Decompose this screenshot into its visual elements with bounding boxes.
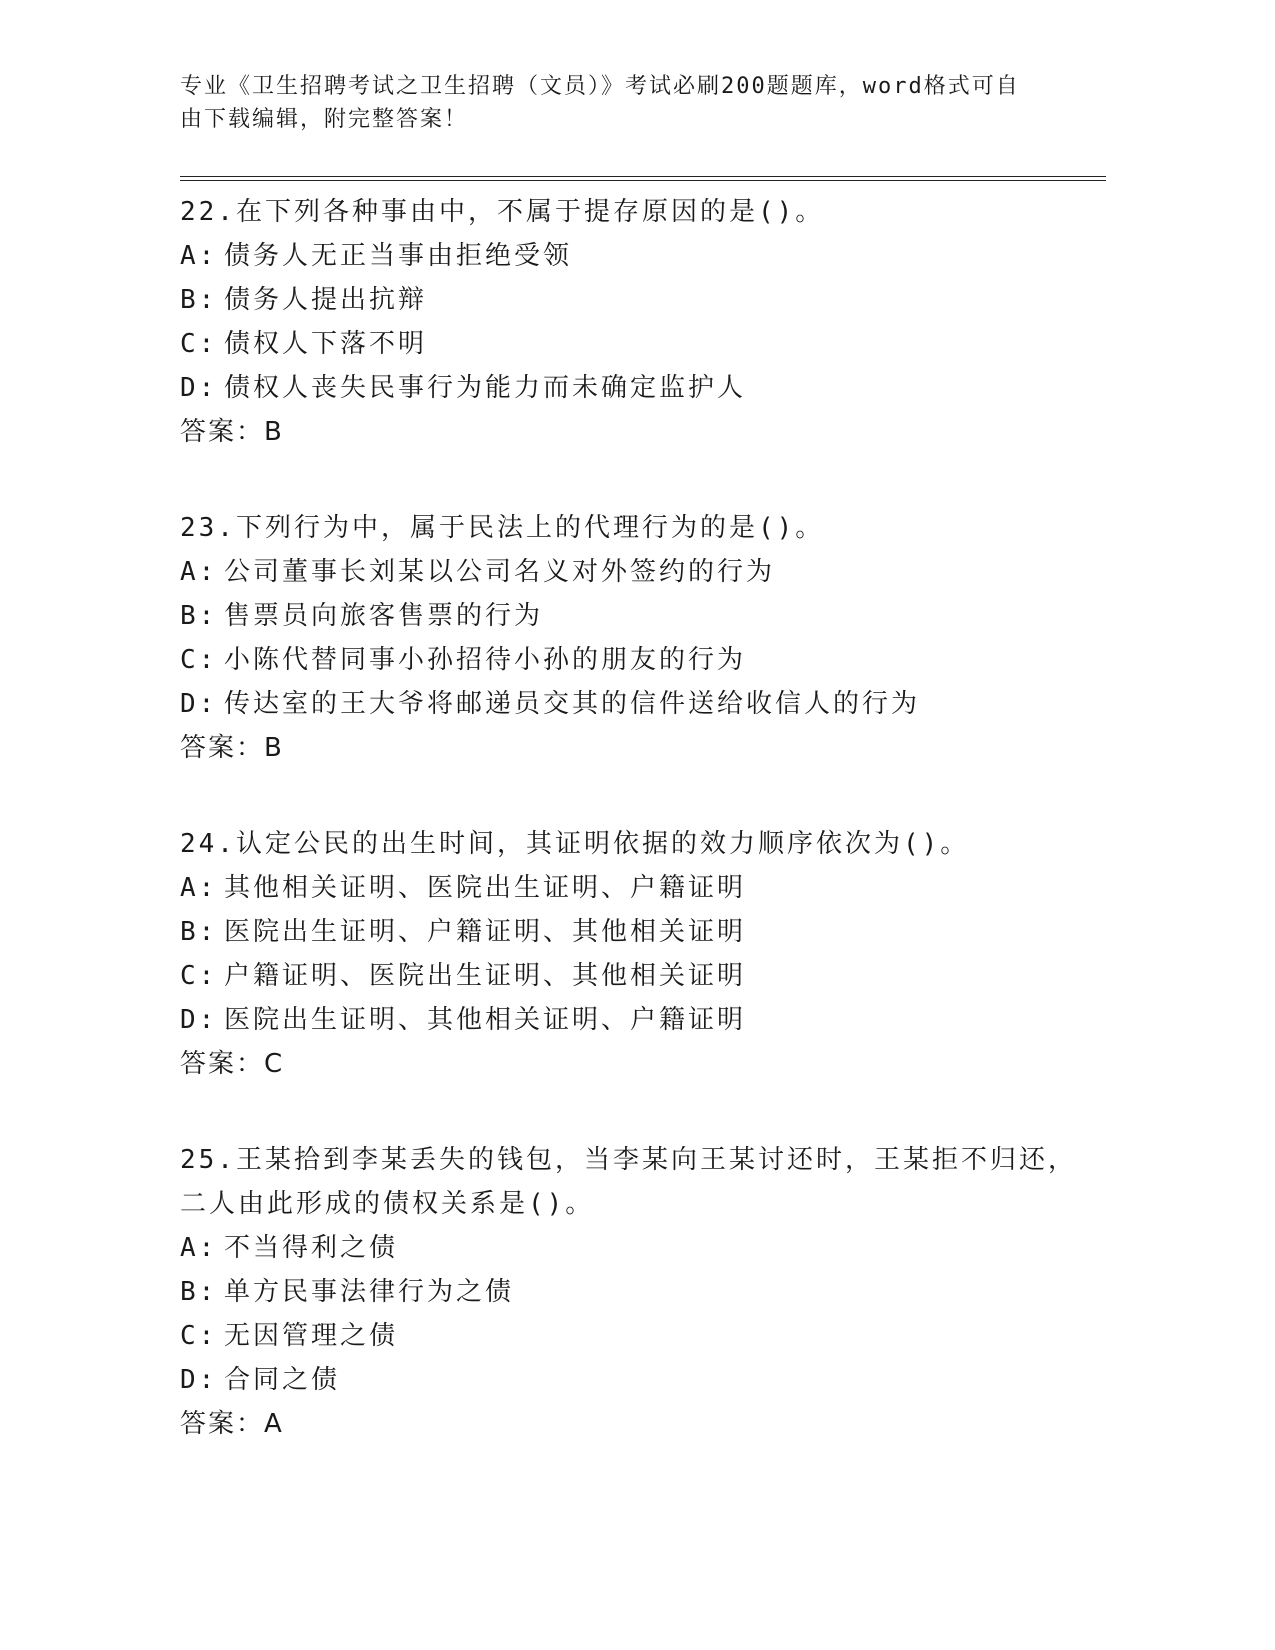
option-text: 无因管理之债 — [224, 1321, 399, 1351]
option-key: C: — [180, 645, 218, 675]
header-divider — [180, 176, 1106, 181]
answer-value: A — [264, 1409, 284, 1439]
option-text: 不当得利之债 — [224, 1233, 399, 1263]
option-text: 债务人提出抗辩 — [224, 285, 428, 315]
option-key: D: — [180, 1005, 218, 1035]
option-key: A: — [180, 557, 218, 587]
answer-line — [180, 1042, 1080, 1086]
question-stem: 25.王某拾到李某丢失的钱包，当李某向王某讨还时，王某拒不归还， — [180, 1145, 1077, 1175]
answer-value: B — [264, 733, 284, 763]
answer-label: 答案： — [180, 1409, 265, 1439]
question-stem: 23.下列行为中，属于民法上的代理行为的是()。 — [180, 513, 825, 543]
question-25 — [180, 1138, 1080, 1446]
option-a — [180, 1226, 1080, 1270]
option-text: 合同之债 — [224, 1365, 341, 1395]
answer-line — [180, 726, 1080, 770]
option-text: 债权人丧失民事行为能力而未确定监护人 — [224, 373, 747, 403]
question-22 — [180, 190, 1080, 454]
question-24 — [180, 822, 1080, 1086]
option-key: B: — [180, 601, 218, 631]
option-a — [180, 234, 1080, 278]
option-c — [180, 1314, 1080, 1358]
answer-label: 答案： — [180, 733, 265, 763]
answer-value: B — [264, 417, 284, 447]
option-text: 医院出生证明、其他相关证明、户籍证明 — [224, 1005, 747, 1035]
option-text: 小陈代替同事小孙招待小孙的朋友的行为 — [224, 645, 747, 675]
option-d — [180, 366, 1080, 410]
option-key: B: — [180, 285, 218, 315]
answer-line — [180, 1402, 1080, 1446]
option-text: 公司董事长刘某以公司名义对外签约的行为 — [224, 557, 776, 587]
question-stem: 24.认定公民的出生时间，其证明依据的效力顺序依次为()。 — [180, 829, 970, 859]
option-d — [180, 998, 1080, 1042]
option-key: D: — [180, 689, 218, 719]
option-key: C: — [180, 1321, 218, 1351]
option-key: C: — [180, 961, 218, 991]
question-stem-line-2: 二人由此形成的债权关系是()。 — [180, 1189, 595, 1219]
question-23 — [180, 506, 1080, 770]
answer-label: 答案： — [180, 1049, 265, 1079]
option-d — [180, 1358, 1080, 1402]
option-text: 医院出生证明、户籍证明、其他相关证明 — [224, 917, 747, 947]
option-text: 单方民事法律行为之债 — [224, 1277, 515, 1307]
option-text: 其他相关证明、医院出生证明、户籍证明 — [224, 873, 747, 903]
option-key: A: — [180, 1233, 218, 1263]
answer-line — [180, 410, 1080, 454]
option-a — [180, 866, 1080, 910]
answer-label: 答案： — [180, 417, 265, 447]
option-a — [180, 550, 1080, 594]
option-c — [180, 322, 1080, 366]
option-d — [180, 682, 1080, 726]
option-text: 债权人下落不明 — [224, 329, 428, 359]
option-b — [180, 278, 1080, 322]
option-key: C: — [180, 329, 218, 359]
header-line-1: 专业《卫生招聘考试之卫生招聘（文员）》考试必刷200题题库，word格式可自 — [180, 74, 1020, 99]
question-list — [180, 190, 1080, 1446]
answer-value: C — [264, 1049, 285, 1079]
option-key: D: — [180, 1365, 218, 1395]
option-key: A: — [180, 873, 218, 903]
question-stem: 22.在下列各种事由中，不属于提存原因的是()。 — [180, 197, 825, 227]
option-b — [180, 1270, 1080, 1314]
option-c — [180, 954, 1080, 998]
option-text: 户籍证明、医院出生证明、其他相关证明 — [224, 961, 747, 991]
option-key: B: — [180, 1277, 218, 1307]
option-b — [180, 910, 1080, 954]
option-key: D: — [180, 373, 218, 403]
option-text: 传达室的王大爷将邮递员交其的信件送给收信人的行为 — [224, 689, 921, 719]
document-header — [180, 70, 1060, 136]
option-c — [180, 638, 1080, 682]
header-line-2: 由下载编辑，附完整答案！ — [180, 107, 469, 132]
option-text: 售票员向旅客售票的行为 — [224, 601, 544, 631]
option-key: A: — [180, 241, 218, 271]
option-key: B: — [180, 917, 218, 947]
option-text: 债务人无正当事由拒绝受领 — [224, 241, 573, 271]
option-b — [180, 594, 1080, 638]
